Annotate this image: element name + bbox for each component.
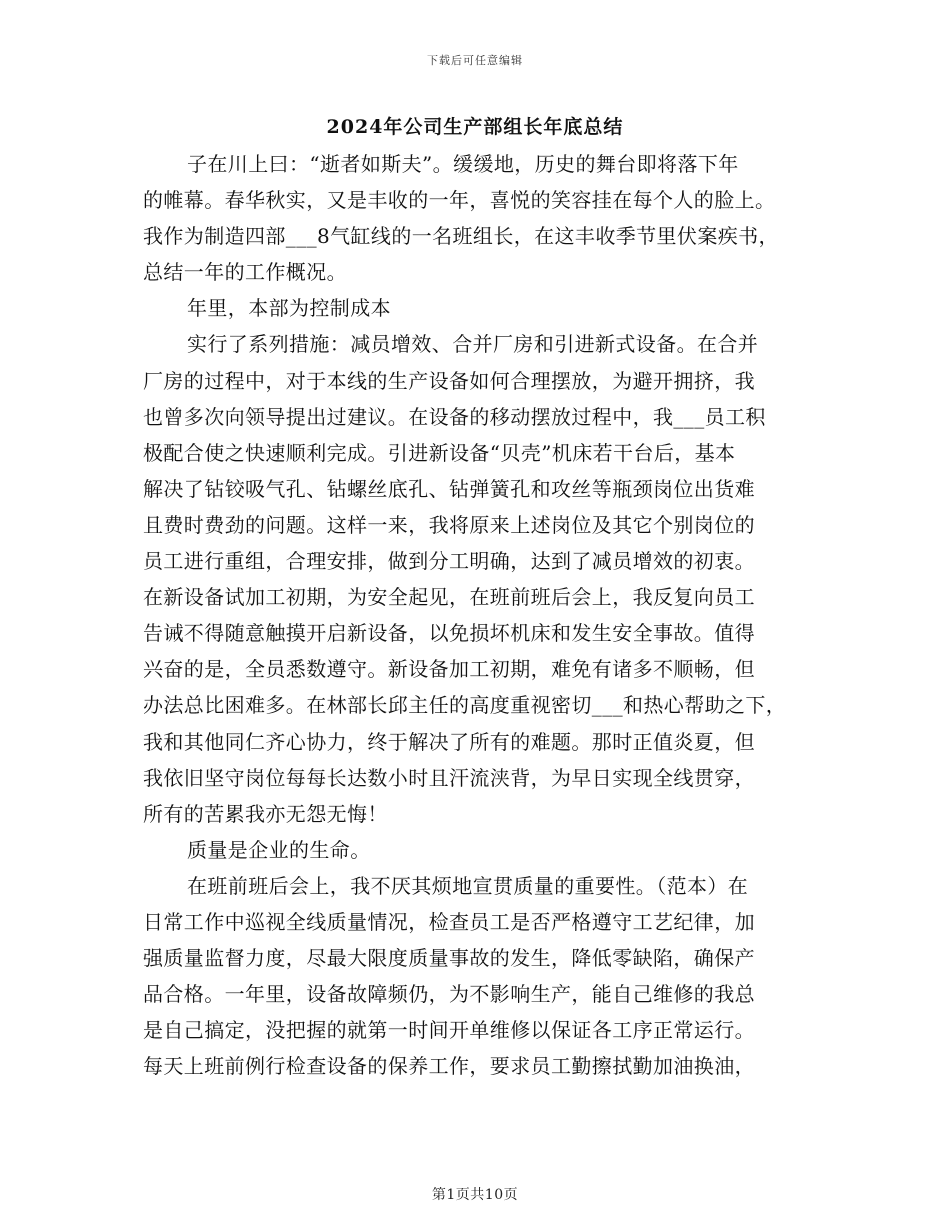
- body-line: 年里，本部为控制成本: [187, 296, 391, 321]
- body-line: 品合格。一年里，设备故障频仍，为不影响生产，能自己维修的我总: [143, 982, 755, 1007]
- body-line: 员工进行重组，合理安排，做到分工明确，达到了减员增效的初衷。: [143, 549, 755, 574]
- body-line: 在班前班后会上，我不厌其烦地宣贯质量的重要性。（范本）在: [187, 873, 749, 898]
- body-line: 办法总比困难多。在林部长邱主任的高度重视密切___和热心帮助之下，: [143, 693, 787, 718]
- body-line: 的帷幕。春华秋实，又是丰收的一年，喜悦的笑容挂在每个人的脸上。: [143, 188, 776, 213]
- body-line: 是自己搞定，没把握的就第一时间开单维修以保证各工序正常运行。: [143, 1018, 755, 1043]
- body-line: 极配合使之快速顺利完成。引进新设备“贝壳”机床若干台后，基本: [143, 440, 736, 465]
- body-line: 且费时费劲的问题。这样一来，我将原来上述岗位及其它个别岗位的: [143, 512, 755, 537]
- header-note: 下载后可任意编辑: [427, 54, 523, 67]
- body-line: 实行了系列措施：减员增效、合并厂房和引进新式设备。在合并: [187, 332, 759, 357]
- body-line: 每天上班前例行检查设备的保养工作，要求员工勤擦拭勤加油换油，: [143, 1054, 755, 1079]
- page-number: 第1页共10页: [431, 1187, 519, 1203]
- document-title: 2024年公司生产部组长年底总结: [326, 116, 624, 138]
- body-line: 我作为制造四部___8气缸线的一名班组长，在这丰收季节里伏案疾书，: [143, 224, 779, 249]
- body-line: 我和其他同仁齐心协力，终于解决了所有的难题。那时正值炎夏，但: [143, 729, 755, 754]
- body-line: 质量是企业的生命。: [187, 837, 371, 862]
- body-line: 解决了钻铰吸气孔、钻螺丝底孔、钻弹簧孔和攻丝等瓶颈岗位出货难: [143, 476, 755, 501]
- body-line: 也曾多次向领导提出过建议。在设备的移动摆放过程中，我___员工积: [143, 404, 766, 429]
- body-line: 日常工作中巡视全线质量情况，检查员工是否严格遵守工艺纪律，加: [143, 909, 755, 934]
- body-line: 我依旧坚守岗位每每长达数小时且汗流浃背，为早日实现全线贯穿，: [143, 765, 755, 790]
- body-line: 总结一年的工作概况。: [143, 260, 347, 285]
- body-line: 子在川上曰：“逝者如斯夫”。缓缓地，历史的舞台即将落下年: [187, 152, 739, 176]
- body-line: 告诫不得随意触摸开启新设备，以免损坏机床和发生安全事故。值得: [143, 621, 755, 646]
- body-line: 在新设备试加工初期，为安全起见，在班前班后会上，我反复向员工: [143, 585, 755, 610]
- body-line: 厂房的过程中，对于本线的生产设备如何合理摆放，为避开拥挤，我: [143, 368, 755, 393]
- document-body: [143, 146, 823, 1084]
- body-line: 所有的苦累我亦无怨无悔！: [143, 801, 388, 826]
- body-line: 强质量监督力度，尽最大限度质量事故的发生，降低零缺陷，确保产: [143, 946, 755, 971]
- body-line: 兴奋的是，全员悉数遵守。新设备加工初期，难免有诸多不顺畅，但: [143, 657, 755, 682]
